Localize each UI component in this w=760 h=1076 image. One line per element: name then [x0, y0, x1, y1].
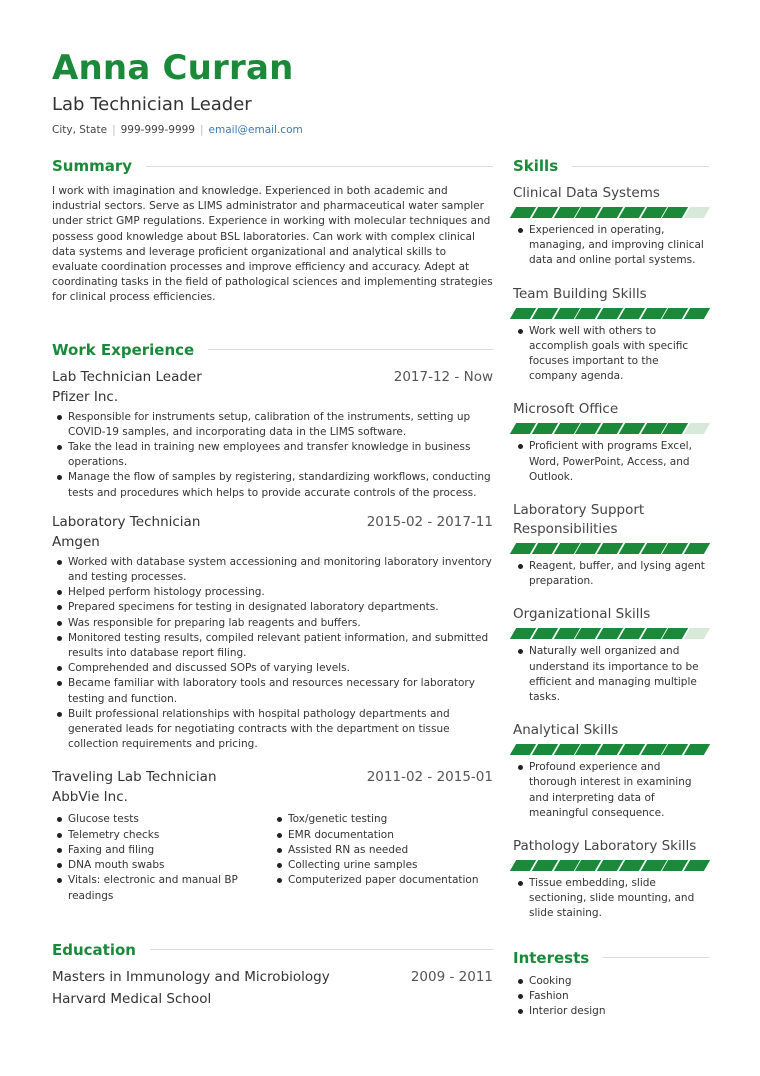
- skill-entry: [513, 721, 709, 821]
- list-item: Experienced in operating, managing, and improving clinical data and online portal systems.: [513, 223, 709, 269]
- section-title: Skills: [513, 157, 559, 175]
- education-dates: 2009 - 2011: [410, 968, 493, 985]
- list-item: EMR documentation: [272, 828, 492, 843]
- summary-section-header: [52, 154, 493, 178]
- job-company: AbbVie Inc.: [52, 789, 128, 806]
- job-title: Lab Technician Leader: [52, 368, 202, 385]
- list-item: DNA mouth swabs: [52, 858, 272, 873]
- skill-name: Pathology Laboratory Skills: [513, 838, 697, 855]
- list-item: Telemetry checks: [52, 828, 272, 843]
- list-item: Tox/genetic testing: [272, 812, 492, 827]
- section-title: Work Experience: [52, 340, 195, 359]
- list-item: Built professional relationships with hospital pathology departments and generated leads for negotiating contracts with the department on tissue collection requirements and pricing.: [52, 707, 493, 753]
- contact-location: City, State: [52, 124, 108, 136]
- job-bullets-right: [272, 812, 492, 903]
- job-dates: 2017-12 - Now: [393, 368, 493, 385]
- interests-list: [513, 974, 709, 1020]
- job-bullets: [52, 555, 493, 753]
- rating-segment-filled: [684, 543, 710, 554]
- job-title: Traveling Lab Technician: [52, 769, 217, 786]
- skill-entry: [513, 837, 709, 922]
- contact-email-link[interactable]: email@email.com: [208, 124, 303, 136]
- skill-name: Organizational Skills: [513, 606, 651, 623]
- skill-description-list: [513, 439, 709, 485]
- list-item: Tissue embedding, slide sectioning, slide mounting, and slide staining.: [513, 876, 709, 922]
- skill-description-list: [513, 760, 709, 821]
- skill-entry: [513, 605, 709, 705]
- skill-rating-bar: [513, 744, 709, 755]
- main-column: [52, 154, 493, 1010]
- section-title: Interests: [513, 948, 590, 967]
- education-degree: Masters in Immunology and Microbiology: [52, 968, 330, 985]
- skill-description-list: [513, 644, 709, 705]
- rating-segment-empty: [684, 628, 710, 639]
- job-entry: [52, 768, 493, 903]
- section-divider: [146, 166, 493, 167]
- list-item: Naturally well organized and understand its importance to be efficient and managing multiple tasks.: [513, 644, 709, 705]
- job-entry: [52, 513, 493, 753]
- list-item: Glucose tests: [52, 812, 272, 827]
- interests-section-header: [513, 946, 709, 970]
- list-item: Cooking: [513, 974, 709, 989]
- list-item: Prepared specimens for testing in designated laboratory departments.: [52, 600, 493, 615]
- list-item: Computerized paper documentation: [272, 873, 492, 888]
- section-title: Education: [52, 940, 136, 959]
- rating-segment-empty: [684, 207, 710, 218]
- job-bullets-left: [52, 812, 272, 903]
- education-section-header: [52, 938, 493, 962]
- list-item: Collecting urine samples: [272, 858, 492, 873]
- list-item: Became familiar with laboratory tools and resources necessary for laboratory testing and function.: [52, 676, 493, 706]
- skill-name: Team Building Skills: [513, 285, 647, 302]
- skill-entry: [513, 400, 709, 485]
- candidate-title: Lab Technician Leader: [52, 94, 252, 115]
- skill-rating-bar: [513, 628, 709, 639]
- list-item: Vitals: electronic and manual BP readings: [52, 873, 272, 903]
- job-company: Amgen: [52, 533, 100, 550]
- skill-entry: [513, 285, 709, 385]
- skill-name: Analytical Skills: [513, 722, 619, 739]
- rating-segment-filled: [684, 860, 710, 871]
- list-item: Was responsible for preparing lab reagents and buffers.: [52, 616, 493, 631]
- list-item: Comprehended and discussed SOPs of varying levels.: [52, 661, 493, 676]
- list-item: Responsible for instruments setup, calibration of the instruments, setting up COVID-19 samples, and incorporating data in the LIMS software.: [52, 410, 493, 440]
- candidate-name: Anna Curran: [52, 48, 294, 88]
- list-item: Helped perform histology processing.: [52, 585, 493, 600]
- skill-name: Clinical Data Systems: [513, 185, 660, 201]
- job-bullets: [52, 410, 493, 501]
- list-item: Worked with database system accessioning and monitoring laboratory inventory and testing processes.: [52, 555, 493, 585]
- skill-name: Microsoft Office: [513, 401, 619, 418]
- list-item: Assisted RN as needed: [272, 843, 492, 858]
- skill-entry: [513, 501, 709, 589]
- list-item: Work well with others to accomplish goals with specific focuses important to the company agenda.: [513, 324, 709, 385]
- job-dates: 2011-02 - 2015-01: [366, 769, 493, 786]
- contact-separator: |: [200, 124, 204, 136]
- skills-list: [513, 184, 709, 922]
- list-item: Interior design: [513, 1004, 709, 1019]
- rating-segment-filled: [684, 744, 710, 755]
- skill-description-list: [513, 223, 709, 269]
- skill-description-list: [513, 324, 709, 385]
- section-divider: [572, 166, 709, 167]
- skill-rating-bar: [513, 543, 709, 554]
- list-item: Reagent, buffer, and lysing agent preparation.: [513, 559, 709, 589]
- skill-rating-bar: [513, 423, 709, 434]
- list-item: Take the lead in training new employees and transfer knowledge in business operations.: [52, 440, 493, 470]
- section-divider: [208, 349, 493, 350]
- education-school: Harvard Medical School: [52, 990, 212, 1007]
- contact-phone: 999-999-9999: [120, 124, 195, 136]
- list-item: Manage the flow of samples by registering, standardizing workflows, conducting tests and procedures which helps to provide accurate controls of the process.: [52, 470, 493, 500]
- list-item: Profound experience and thorough interest in examining and interpreting data of meaningful consequence.: [513, 760, 709, 821]
- rating-segment-filled: [684, 308, 710, 319]
- skill-name: Laboratory Support Responsibilities: [513, 502, 645, 538]
- job-bullets-two-column: [52, 810, 493, 903]
- list-item: Fashion: [513, 989, 709, 1004]
- education-entry: [52, 966, 493, 988]
- contact-separator: |: [112, 124, 116, 136]
- skill-description-list: [513, 876, 709, 922]
- list-item: Monitored testing results, compiled relevant patient information, and submitted results into database report filing.: [52, 631, 493, 661]
- job-company: Pfizer Inc.: [52, 388, 119, 405]
- skill-rating-bar: [513, 308, 709, 319]
- list-item: Faxing and filing: [52, 843, 272, 858]
- section-divider: [603, 957, 709, 958]
- section-title: Summary: [52, 157, 133, 175]
- job-dates: 2015-02 - 2017-11: [366, 513, 493, 530]
- sidebar-column: [513, 154, 709, 1019]
- list-item: Proficient with programs Excel, Word, PowerPoint, Access, and Outlook.: [513, 439, 709, 485]
- skill-entry: [513, 184, 709, 269]
- job-entry: [52, 368, 493, 501]
- skill-rating-bar: [513, 207, 709, 218]
- job-title: Laboratory Technician: [52, 513, 201, 530]
- skill-description-list: [513, 559, 709, 589]
- experience-section-header: [52, 338, 493, 362]
- section-divider: [150, 949, 493, 950]
- rating-segment-empty: [684, 423, 710, 434]
- skill-rating-bar: [513, 860, 709, 871]
- summary-text: I work with imagination and knowledge. Experienced in both academic and industrial sectors. Serve as LIMS administrator and pharmaceutical water sampler under strict GMP regulations. Experience in working with molecular techniques and possess good knowledge about BSL laboratories. Can work with complex clinical data systems and leverage proficient organizational and analytical skills to evaluate coordination processes and improve efficiency and accuracy. Adept at coordinating tasks in the field of pathological sciences and implementing strategies for clinical process efficiencies.: [52, 185, 493, 304]
- skills-section-header: [513, 154, 709, 178]
- contact-line: [52, 123, 303, 137]
